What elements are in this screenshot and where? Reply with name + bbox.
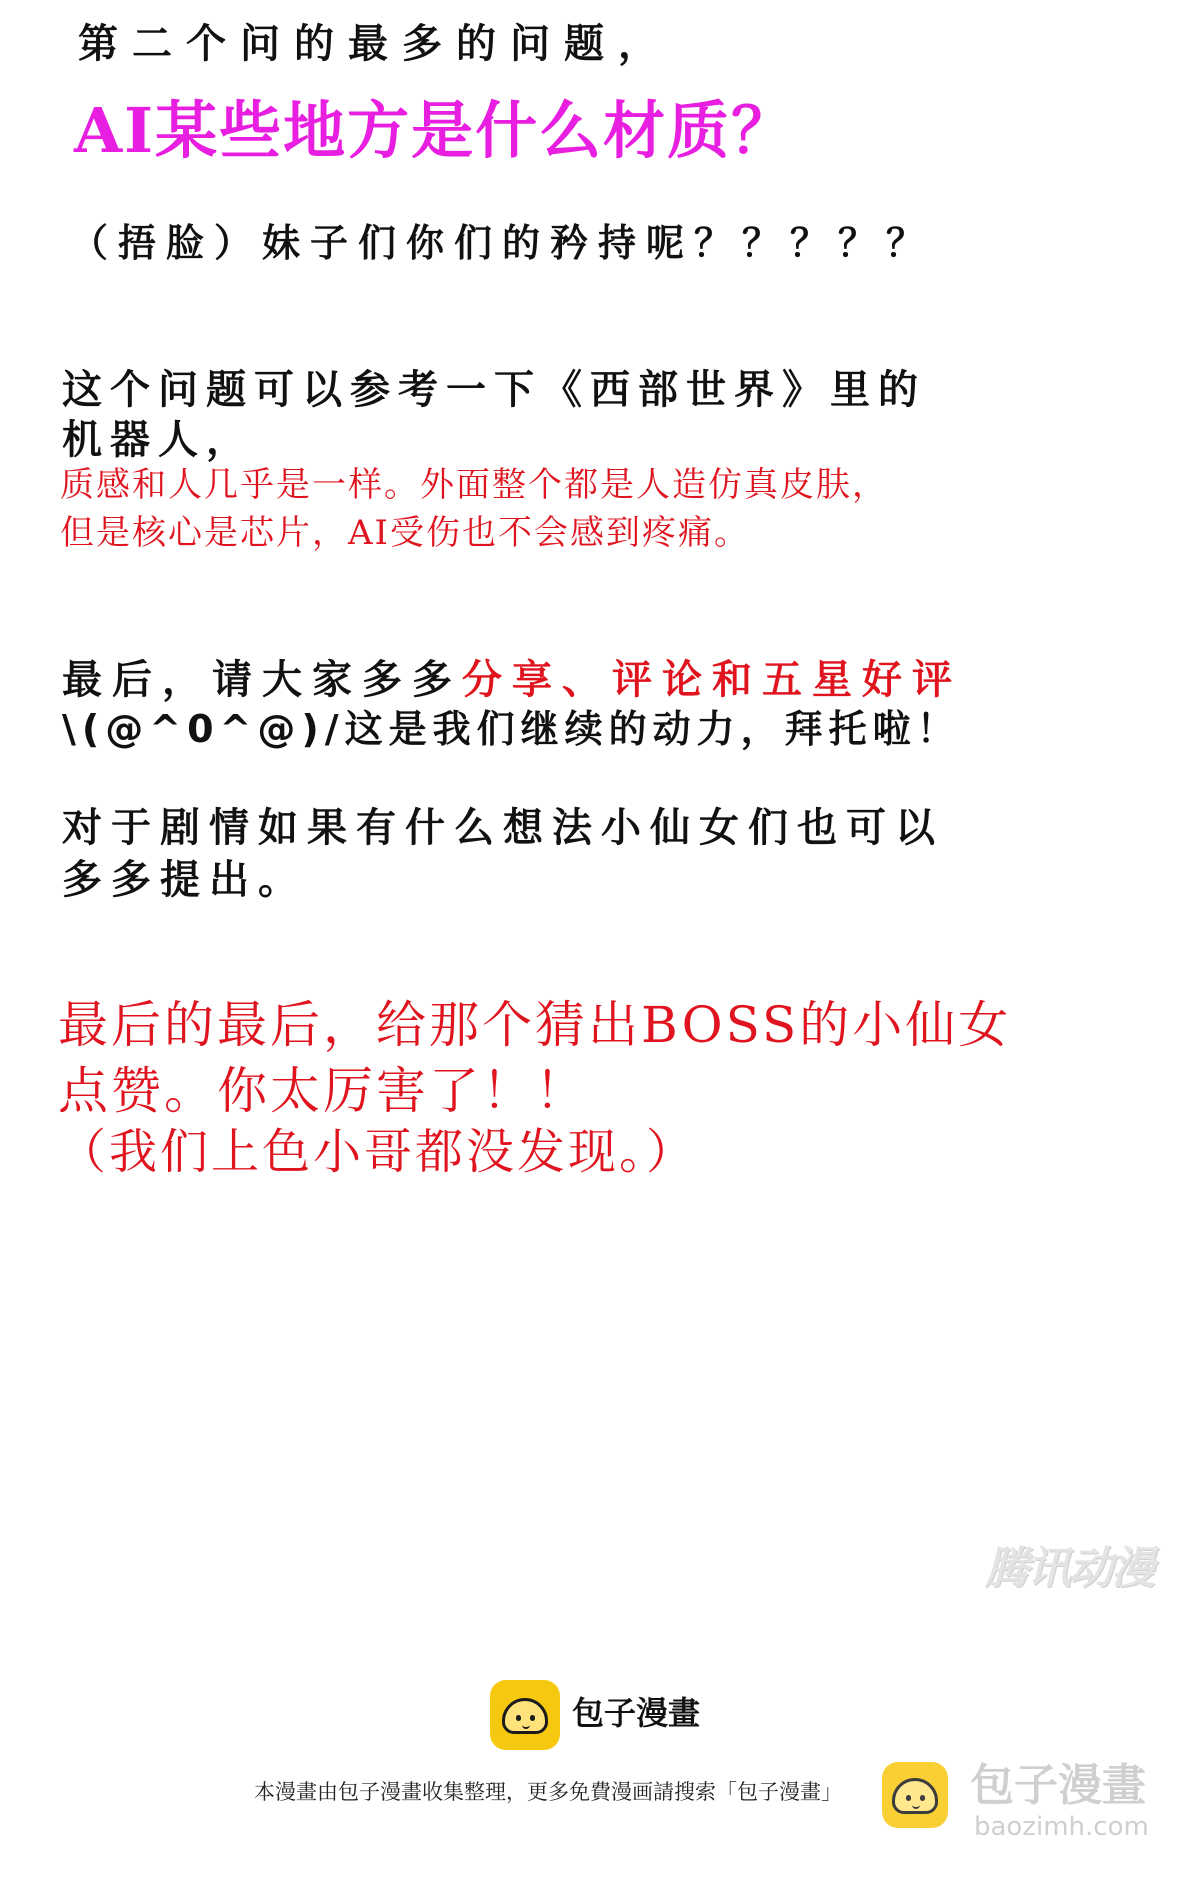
text-line-5: 机器人， [62,417,254,463]
corner-eye-left [906,1795,911,1801]
text-line-9: \(@^0^@)/这是我们继续的动力，拜托啦！ [62,707,961,751]
corner-brand-name: 包子漫畫 [970,1760,1146,1811]
headline-question: AI某些地方是什么材质？ [74,94,796,167]
mouth [522,1723,530,1729]
text-line-3: （捂脸）妹子们你们的矜持呢？？？？？ [70,221,935,265]
tencent-watermark: 腾讯动漫 [985,1543,1153,1594]
text-line-8 [62,657,962,703]
red-answer-line-2: 但是核心是芯片，AI受伤也不会感到疼痛。 [60,513,750,553]
corner-bun-shape [892,1778,938,1814]
red-answer-line-1: 质感和人几乎是一样。外面整个都是人造仿真皮肤， [60,465,888,505]
text-line-8-black: 最后，请大家多多 [62,657,462,703]
text-line-11: 多多提出。 [62,857,307,903]
text-line-10: 对于剧情如果有什么想法小仙女们也可以 [62,805,944,851]
text-line-8-red: 分享、评论和五星好评 [462,657,962,703]
bun-shape [502,1698,548,1734]
footer-notice: 本漫畫由包子漫畫收集整理，更多免費漫画請搜索「包子漫畫」 [254,1780,842,1804]
corner-brand-url: baozimh.com [974,1812,1149,1842]
corner-brand [970,1760,1180,1850]
brand-name: 包子漫畫 [572,1694,701,1732]
baozi-logo-icon [490,1680,560,1750]
red-closing-line-1: 最后的最后，给那个猜出BOSS的小仙女 [58,996,1012,1054]
red-closing-line-2: 点赞。你太厉害了！！ [58,1062,588,1120]
eye-left [516,1715,521,1721]
text-line-4: 这个问题可以参考一下《西部世界》里的 [62,367,926,413]
corner-baozi-icon [882,1762,948,1828]
text-line-1: 第二个问的最多的问题， [78,21,672,67]
corner-eye-right [920,1795,925,1801]
eye-right [530,1715,535,1721]
red-closing-line-3: （我们上色小哥都没发现。） [58,1124,698,1180]
corner-mouth [912,1803,920,1809]
